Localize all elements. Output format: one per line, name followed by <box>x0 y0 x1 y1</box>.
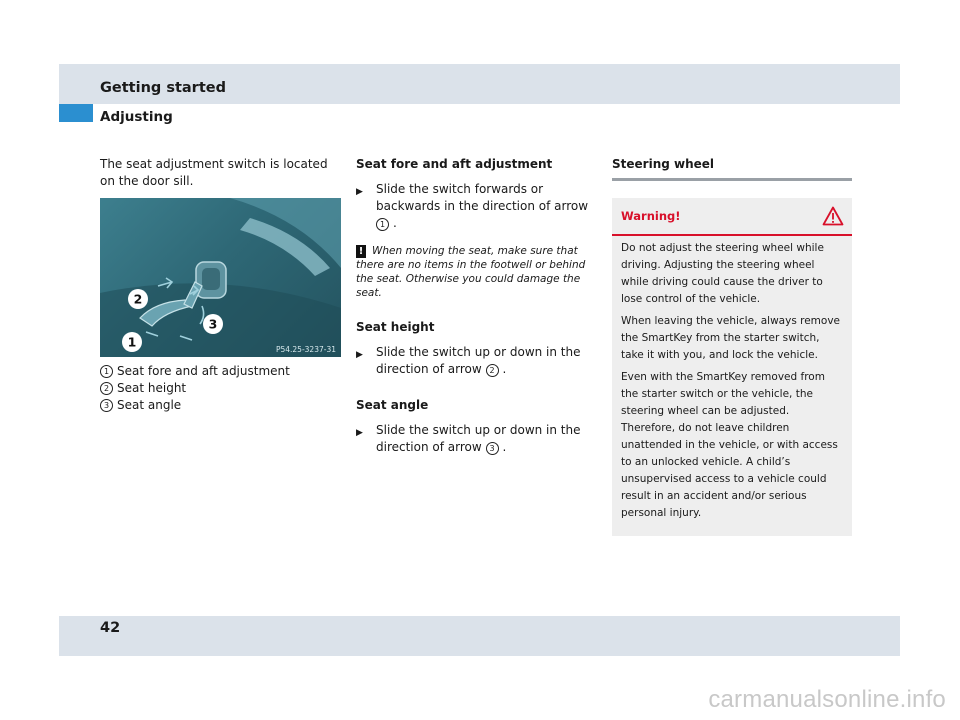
photo-label-1 <box>122 332 142 352</box>
seat-angle-step: ▶ Slide the switch up or down in the direction of arrow 3 . <box>356 423 581 454</box>
step-arrow-icon: ▶ <box>356 187 363 197</box>
fore-aft-heading: Seat fore and aft adjustment <box>356 157 553 171</box>
seat-angle-step-text: Slide the switch up or down in the direction of arrow <box>376 423 581 454</box>
step-arrow-icon: ▶ <box>356 350 363 360</box>
legend-item <box>100 363 345 380</box>
exclamation-icon: ! <box>356 245 366 258</box>
warning-paragraph: When leaving the vehicle, always remove the SmartKey from the starter switch, take it with you, and lock the vehicle. <box>621 315 840 361</box>
legend-text: Seat height <box>117 381 187 395</box>
fore-aft-step: ▶ Slide the switch forwards or backwards in the direction of arrow 1 . <box>356 182 589 230</box>
legend-number: 1 <box>100 365 113 378</box>
legend-item <box>100 380 345 397</box>
legend-number: 2 <box>100 382 113 395</box>
fore-aft-step-text: Slide the switch forwards or backwards in the direction of arrow <box>376 182 589 213</box>
watermark: carmanualsonline.info <box>708 686 946 713</box>
seat-height-step: ▶ Slide the switch up or down in the direction of arrow 2 . <box>356 345 581 376</box>
svg-text:3: 3 <box>208 316 218 332</box>
photo-legend <box>100 363 345 414</box>
intro-text: The seat adjustment switch is located on the door sill. <box>100 157 328 188</box>
photo-code: P54.25-3237-31 <box>275 345 336 354</box>
page-number: 42 <box>100 620 121 636</box>
column-seat-switch <box>100 156 345 414</box>
warning-label: Warning! <box>621 208 681 223</box>
warning-body <box>612 236 852 522</box>
step-arrow-icon: ▶ <box>356 428 363 438</box>
column-steering-wheel <box>612 156 852 536</box>
seat-switch-illustration <box>100 198 341 357</box>
seat-height-step-text: Slide the switch up or down in the direction of arrow <box>376 345 581 376</box>
note-text: When moving the seat, make sure that there are no items in the footwell or behind the seat. Otherwise you could damage the seat. <box>356 245 586 299</box>
footer-band <box>59 616 900 656</box>
caution-note <box>356 244 601 300</box>
photo-label-2 <box>128 289 148 309</box>
warning-paragraph: Even with the SmartKey removed from the starter switch or the vehicle, the steering wheel can be adjusted. Therefore, do not leave children unattended in the vehicle, or with access to an unlocked vehicle. A child’s unsupervised access to a vehicle could result in an accident and/or serious personal injury. <box>621 371 838 519</box>
warning-paragraph: Do not adjust the steering wheel while driving. Adjusting the steering wheel while driving could cause the driver to lose control of the vehicle. <box>621 242 824 305</box>
warning-box <box>612 198 852 536</box>
steering-wheel-heading: Steering wheel <box>612 156 852 181</box>
legend-item <box>100 397 345 414</box>
svg-text:2: 2 <box>133 291 143 307</box>
arrow-number: 2 <box>486 364 499 377</box>
arrow-number: 3 <box>486 442 499 455</box>
section-title: Getting started <box>100 80 226 96</box>
warning-triangle-icon <box>822 206 844 226</box>
warning-header <box>612 198 852 236</box>
legend-text: Seat angle <box>117 398 182 412</box>
legend-text: Seat fore and aft adjustment <box>117 364 290 378</box>
seat-angle-heading: Seat angle <box>356 398 429 412</box>
seat-switch-photo <box>100 198 341 357</box>
subsection-title: Adjusting <box>100 109 173 125</box>
photo-label-3 <box>203 314 223 334</box>
legend-number: 3 <box>100 399 113 412</box>
seat-height-heading: Seat height <box>356 320 435 334</box>
column-seat-adjustment <box>356 156 601 456</box>
section-marker <box>59 104 93 122</box>
arrow-number: 1 <box>376 218 389 231</box>
svg-text:1: 1 <box>127 334 137 350</box>
